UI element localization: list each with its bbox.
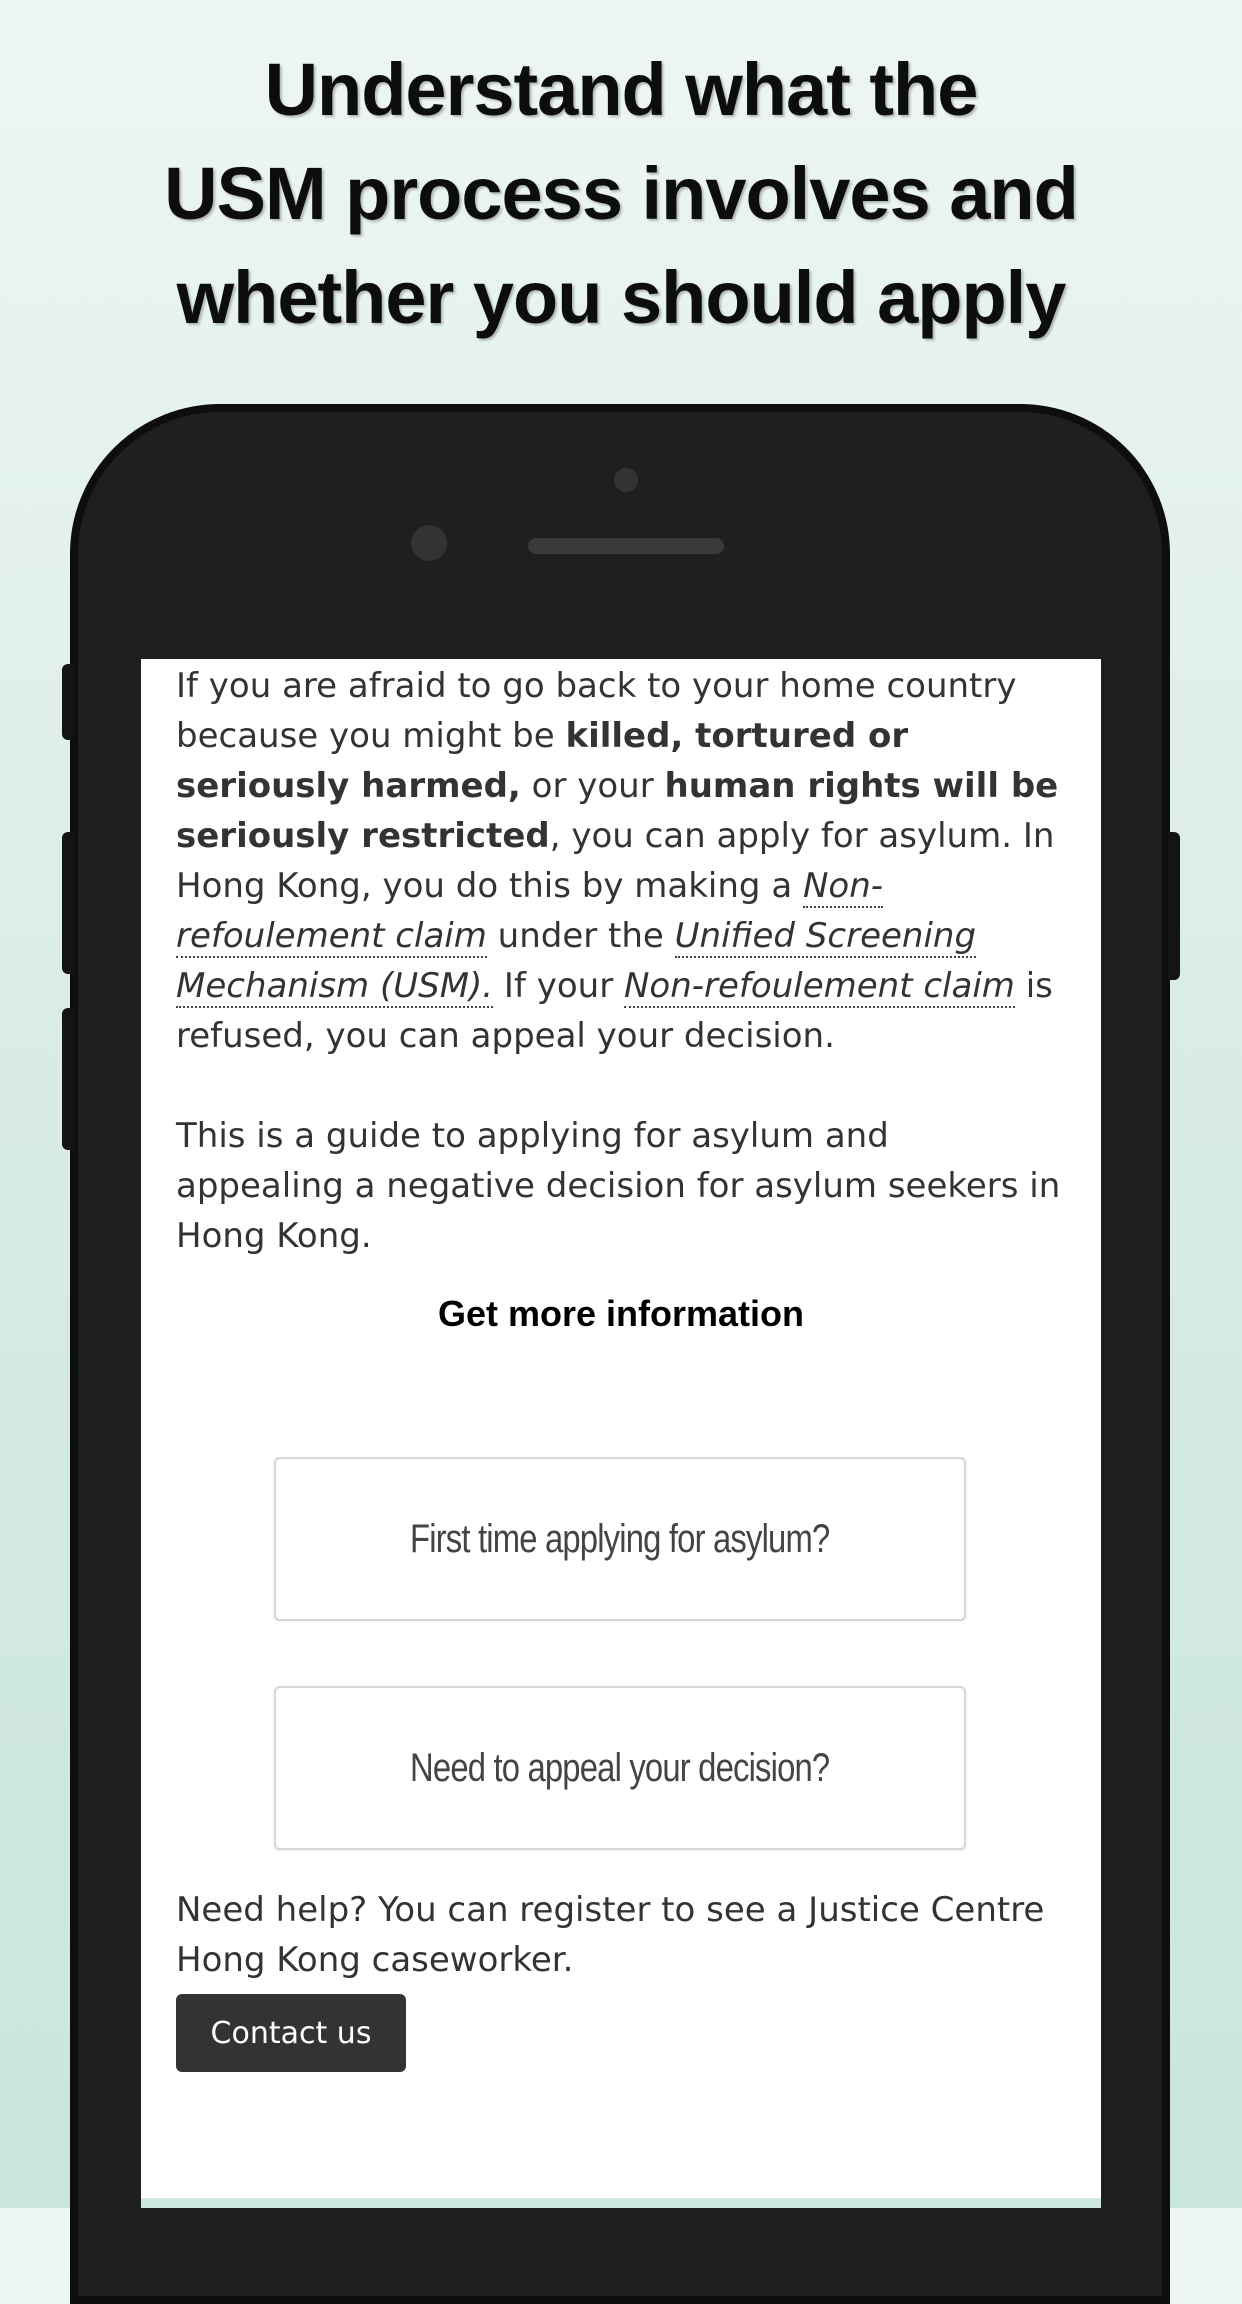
screen-bottom-edge [141,2198,1101,2208]
front-camera-icon [614,468,638,492]
main-content [141,659,1101,1339]
contact-us-button[interactable]: Contact us [176,1994,406,2072]
app-screen [141,659,1101,2208]
more-info-heading: Get more information [437,1293,805,1334]
proximity-sensor-icon [411,525,447,561]
intro-text: under the [486,916,675,956]
glossary-link-non-refoulement[interactable]: Non-refoulement claim [176,866,884,956]
glossary-link-usm[interactable]: Unified Screening Mechanism (USM). [176,916,977,1006]
intro-text: or your [520,766,665,806]
earpiece-speaker [528,538,724,554]
appeal-decision-label: Need to appeal your decision? [410,1745,830,1790]
intro-text: If you are afraid to go back to your home country because you might be [176,666,1017,756]
intro-text: , you can apply for asylum. In Hong Kong, you do this by making a [176,816,1055,906]
intro-bold-rights: human rights will be seriously restricted [176,766,1059,856]
intro-paragraph [176,661,1066,1061]
intro-text: is refused, you can appeal your decision. [176,966,1053,1056]
phone-power-button [1168,832,1180,980]
intro-text: If your [493,966,624,1006]
promo-headline [0,38,1242,350]
help-text: Need help? You can register to see a Justice Centre Hong Kong caseworker. [176,1890,1045,1980]
first-time-applying-label: First time applying for asylum? [410,1516,830,1561]
glossary-link-non-refoulement[interactable]: Non-refoulement claim [623,966,1015,1006]
phone-volume-up-button [62,832,74,974]
first-time-applying-card[interactable] [274,1457,966,1621]
headline-line-3: whether you should apply [176,256,1066,339]
appeal-decision-card[interactable] [274,1686,966,1850]
phone-mute-switch [62,664,74,740]
phone-volume-down-button [62,1008,74,1150]
headline-line-1: Understand what the [264,48,978,131]
guide-paragraph: This is a guide to applying for asylum and appealing a negative decision for asylum seekers in Hong Kong. [176,1116,1061,1256]
intro-bold-harm: killed, tortured or seriously harmed, [176,716,909,806]
headline-line-2: USM process involves and [164,152,1078,235]
